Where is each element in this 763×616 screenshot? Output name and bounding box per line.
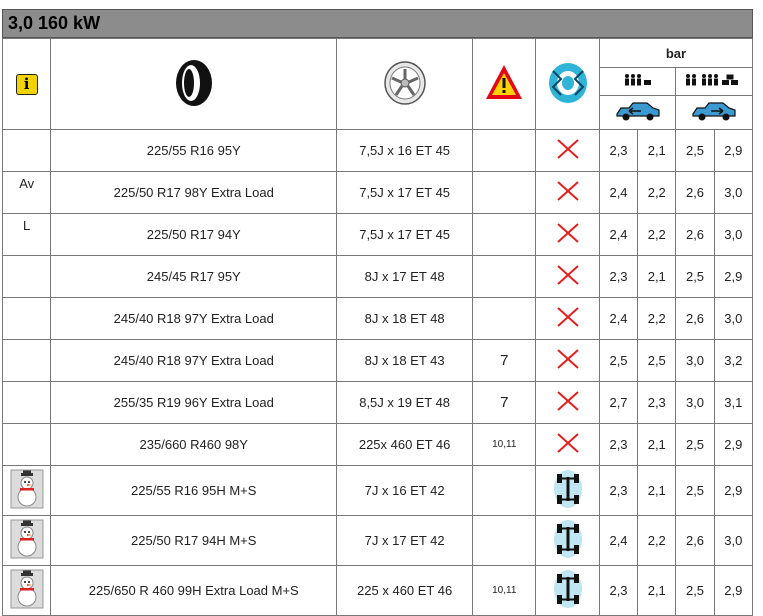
pressure-value: 2,6 bbox=[676, 172, 714, 214]
note-ref bbox=[473, 298, 536, 340]
table-row bbox=[3, 516, 753, 566]
table-row bbox=[3, 340, 753, 382]
header-chain-cell bbox=[536, 39, 599, 130]
rim-size: 7,5J x 17 ET 45 bbox=[337, 214, 473, 256]
pressure-value: 2,6 bbox=[676, 214, 714, 256]
note-ref bbox=[473, 516, 536, 566]
wheel-rim-icon bbox=[383, 60, 427, 106]
side-label bbox=[3, 130, 51, 172]
header-tyre-cell bbox=[51, 39, 337, 130]
pressure-unit-header: bar bbox=[599, 39, 752, 68]
pressure-value: 2,5 bbox=[676, 566, 714, 616]
pressure-value: 2,2 bbox=[638, 516, 676, 566]
pressure-value: 2,1 bbox=[638, 256, 676, 298]
side-label bbox=[3, 424, 51, 466]
no-chains-cross-icon bbox=[556, 222, 580, 244]
pressure-value: 2,6 bbox=[676, 516, 714, 566]
tyre-size: 225/50 R17 94Y bbox=[51, 214, 337, 256]
no-chains-cross-icon bbox=[556, 432, 580, 454]
pressure-value: 2,5 bbox=[676, 256, 714, 298]
tyre-size: 245/40 R18 97Y Extra Load bbox=[51, 298, 337, 340]
front-axle-header bbox=[599, 96, 676, 130]
table-row bbox=[3, 172, 753, 214]
table-row bbox=[3, 566, 753, 616]
snow-chain-cell bbox=[536, 516, 599, 566]
rim-size: 7J x 16 ET 42 bbox=[337, 466, 473, 516]
chains-allowed-icon bbox=[553, 469, 583, 509]
snow-chain-cell bbox=[536, 130, 599, 172]
pressure-value: 2,5 bbox=[676, 130, 714, 172]
winter-icon-cell bbox=[3, 566, 51, 616]
pressure-value: 2,3 bbox=[599, 424, 637, 466]
pressure-value: 2,2 bbox=[638, 298, 676, 340]
pressure-value: 3,0 bbox=[676, 340, 714, 382]
rim-size: 8J x 18 ET 43 bbox=[337, 340, 473, 382]
car-rear-axle-icon bbox=[691, 100, 737, 122]
partial-load-icon bbox=[623, 73, 653, 87]
rim-size: 8,5J x 19 ET 48 bbox=[337, 382, 473, 424]
pressure-value: 2,7 bbox=[599, 382, 637, 424]
full-load-icon bbox=[684, 73, 744, 87]
pressure-value: 2,1 bbox=[638, 466, 676, 516]
tyre-size: 245/45 R17 95Y bbox=[51, 256, 337, 298]
table-row bbox=[3, 130, 753, 172]
pressure-value: 2,3 bbox=[599, 130, 637, 172]
no-chains-cross-icon bbox=[556, 264, 580, 286]
no-chains-cross-icon bbox=[556, 348, 580, 370]
table-row bbox=[3, 382, 753, 424]
pressure-value: 3,0 bbox=[714, 214, 752, 256]
tyre-size: 245/40 R18 97Y Extra Load bbox=[51, 340, 337, 382]
rim-size: 7,5J x 17 ET 45 bbox=[337, 172, 473, 214]
snow-chain-icon bbox=[547, 61, 589, 105]
rim-size: 8J x 17 ET 48 bbox=[337, 256, 473, 298]
rim-size: 225 x 460 ET 46 bbox=[337, 566, 473, 616]
pressure-value: 3,2 bbox=[714, 340, 752, 382]
tyre-size: 225/50 R17 98Y Extra Load bbox=[51, 172, 337, 214]
side-label bbox=[3, 340, 51, 382]
snowman-winter-icon bbox=[10, 469, 44, 509]
no-chains-cross-icon bbox=[556, 138, 580, 160]
pressure-value: 2,4 bbox=[599, 172, 637, 214]
chains-allowed-icon bbox=[553, 569, 583, 609]
winter-icon-cell bbox=[3, 516, 51, 566]
header-warning-cell bbox=[473, 39, 536, 130]
tyre-pressure-table-container bbox=[2, 9, 753, 616]
tyre-pressure-table bbox=[2, 38, 753, 616]
pressure-value: 2,4 bbox=[599, 516, 637, 566]
pressure-value: 2,2 bbox=[638, 214, 676, 256]
snow-chain-cell bbox=[536, 382, 599, 424]
tyre-size: 235/660 R460 98Y bbox=[51, 424, 337, 466]
pressure-value: 2,5 bbox=[676, 466, 714, 516]
pressure-value: 2,9 bbox=[714, 130, 752, 172]
pressure-value: 2,1 bbox=[638, 424, 676, 466]
side-label: L bbox=[3, 214, 51, 256]
no-chains-cross-icon bbox=[556, 180, 580, 202]
snow-chain-cell bbox=[536, 566, 599, 616]
side-label: Av bbox=[3, 172, 51, 214]
note-ref bbox=[473, 256, 536, 298]
no-chains-cross-icon bbox=[556, 306, 580, 328]
pressure-value: 3,0 bbox=[714, 172, 752, 214]
note-ref bbox=[473, 172, 536, 214]
header-rim-cell bbox=[337, 39, 473, 130]
full-load-header bbox=[676, 68, 753, 96]
side-label bbox=[3, 256, 51, 298]
winter-icon-cell bbox=[3, 466, 51, 516]
tyre-size: 255/35 R19 96Y Extra Load bbox=[51, 382, 337, 424]
pressure-value: 2,4 bbox=[599, 298, 637, 340]
side-label bbox=[3, 382, 51, 424]
rim-size: 7J x 17 ET 42 bbox=[337, 516, 473, 566]
table-row bbox=[3, 298, 753, 340]
rear-axle-header bbox=[676, 96, 753, 130]
table-row bbox=[3, 424, 753, 466]
tyre-size: 225/650 R 460 99H Extra Load M+S bbox=[51, 566, 337, 616]
pressure-value: 2,5 bbox=[599, 340, 637, 382]
warning-triangle-icon bbox=[484, 63, 524, 103]
pressure-value: 2,3 bbox=[638, 382, 676, 424]
snow-chain-cell bbox=[536, 214, 599, 256]
pressure-value: 2,9 bbox=[714, 256, 752, 298]
snow-chain-cell bbox=[536, 424, 599, 466]
table-title: 3,0 160 kW bbox=[2, 9, 753, 38]
pressure-value: 2,5 bbox=[638, 340, 676, 382]
pressure-value: 3,0 bbox=[676, 382, 714, 424]
pressure-value: 2,9 bbox=[714, 466, 752, 516]
rim-size: 7,5J x 16 ET 45 bbox=[337, 130, 473, 172]
rim-size: 225x 460 ET 46 bbox=[337, 424, 473, 466]
note-ref: 7 bbox=[473, 340, 536, 382]
note-ref bbox=[473, 130, 536, 172]
snow-chain-cell bbox=[536, 298, 599, 340]
snowman-winter-icon bbox=[10, 569, 44, 609]
chains-allowed-icon bbox=[553, 519, 583, 559]
pressure-value: 2,3 bbox=[599, 466, 637, 516]
rim-size: 8J x 18 ET 48 bbox=[337, 298, 473, 340]
note-ref: 7 bbox=[473, 382, 536, 424]
pressure-value: 2,3 bbox=[599, 256, 637, 298]
snow-chain-cell bbox=[536, 256, 599, 298]
pressure-value: 2,1 bbox=[638, 566, 676, 616]
header-info-cell bbox=[3, 39, 51, 130]
pressure-value: 2,4 bbox=[599, 214, 637, 256]
pressure-value: 3,0 bbox=[714, 298, 752, 340]
pressure-value: 2,9 bbox=[714, 424, 752, 466]
pressure-value: 2,1 bbox=[638, 130, 676, 172]
pressure-value: 2,2 bbox=[638, 172, 676, 214]
snow-chain-cell bbox=[536, 172, 599, 214]
pressure-value: 2,5 bbox=[676, 424, 714, 466]
side-label bbox=[3, 298, 51, 340]
partial-load-header bbox=[599, 68, 676, 96]
snow-chain-cell bbox=[536, 340, 599, 382]
snow-chain-cell bbox=[536, 466, 599, 516]
car-front-axle-icon bbox=[615, 100, 661, 122]
tyre-icon bbox=[174, 58, 214, 108]
pressure-value: 3,1 bbox=[714, 382, 752, 424]
pressure-value: 2,3 bbox=[599, 566, 637, 616]
snowman-winter-icon bbox=[10, 519, 44, 559]
tyre-size: 225/55 R16 95Y bbox=[51, 130, 337, 172]
table-row bbox=[3, 466, 753, 516]
note-ref bbox=[473, 466, 536, 516]
tyre-size: 225/55 R16 95H M+S bbox=[51, 466, 337, 516]
tyre-size: 225/50 R17 94H M+S bbox=[51, 516, 337, 566]
table-row bbox=[3, 256, 753, 298]
note-ref bbox=[473, 214, 536, 256]
no-chains-cross-icon bbox=[556, 390, 580, 412]
note-ref: 10,11 bbox=[473, 424, 536, 466]
pressure-value: 3,0 bbox=[714, 516, 752, 566]
note-ref: 10,11 bbox=[473, 566, 536, 616]
pressure-value: 2,9 bbox=[714, 566, 752, 616]
pressure-value: 2,6 bbox=[676, 298, 714, 340]
table-row bbox=[3, 214, 753, 256]
info-icon: i bbox=[16, 74, 38, 95]
